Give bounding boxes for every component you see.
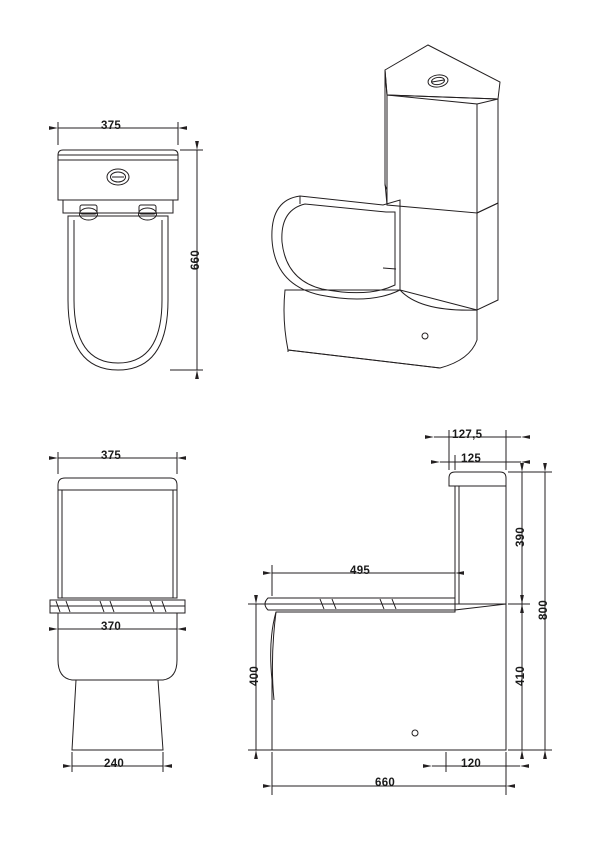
- side-elevation-geometry: [265, 472, 506, 750]
- dim-cistern-depth: 125: [461, 453, 482, 465]
- dim-rear-pan-width: 370: [101, 621, 122, 633]
- dim-foot-depth: 120: [461, 758, 482, 770]
- dim-rear-width: 375: [101, 450, 122, 462]
- dim-front-height: 660: [190, 249, 203, 271]
- dim-lid-depth: 127,5: [452, 429, 483, 441]
- rear-elevation-geometry: [50, 478, 185, 750]
- dim-rear-foot-width: 240: [104, 758, 125, 770]
- dim-front-width: 375: [101, 120, 122, 132]
- dim-total-height: 800: [538, 599, 551, 621]
- dim-total-depth: 660: [375, 777, 396, 789]
- dim-pan-height: 410: [515, 665, 528, 687]
- dim-seat-depth: 495: [350, 565, 371, 577]
- front-elevation-geometry: [58, 150, 178, 370]
- isometric-geometry: [272, 45, 500, 368]
- dim-cistern-height: 390: [515, 526, 528, 548]
- dim-seat-height: 400: [249, 665, 262, 687]
